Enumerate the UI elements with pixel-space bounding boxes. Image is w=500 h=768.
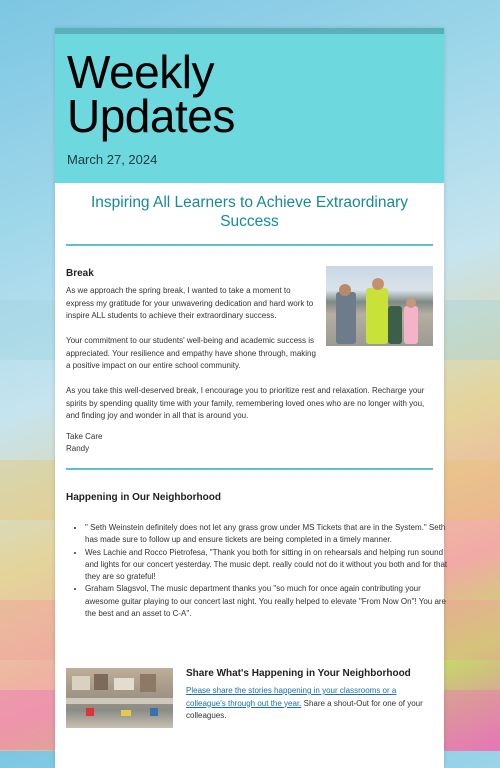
newsletter-card: [55, 28, 448, 768]
list-item: • Graham Slagsvol, The music department thanks you "so much for once again contributing your awesome guitar playing to our concert last night. You really helped to elevate "From Now On"! You are the best and an asset to C-A".: [85, 583, 453, 620]
neighborhood-photo: [66, 668, 173, 728]
break-para-2: Your commitment to our students' well-being and academic success is appreciated. Your resilience and empathy have shone through, making a positive impact on our entire school community.: [66, 336, 316, 370]
issue-date: March 27, 2024: [67, 152, 158, 167]
share-title: Share What's Happening in Your Neighborhood: [186, 668, 411, 679]
break-title: Break: [66, 268, 94, 279]
newsletter-title: [67, 46, 235, 142]
list-item: • " Seth Weinstein definitely does not let any grass grow under MS Tickets that are in the System." Seth has made sure to follow up and ensure tickets are being completed in a timely manner.: [85, 522, 453, 547]
title-line-2: Updates: [67, 90, 235, 142]
signoff-line-2: Randy: [66, 444, 90, 453]
neighborhood-section: [55, 470, 448, 668]
share-text: [186, 685, 436, 723]
break-para-1: As we approach the spring break, I wanted to take a moment to express my gratitude for your unwavering dedication and hard work to inspire ALL students to achieve their extraordinary success.: [66, 286, 314, 320]
break-photo: [326, 266, 433, 346]
signoff-line-1: Take Care: [66, 432, 103, 441]
break-para-3: As you take this well-deserved break, I encourage you to prioritize rest and relaxation. Recharge your spirits by spending quality time with your family, remembering loved ones who are no longer with you, and finding joy and wonder in all that is around you.: [66, 386, 425, 420]
share-rest-text: Share a shout-Out for one of your colleagues.: [186, 698, 423, 720]
list-item: • Wes Lachie and Rocco Pietrofesa, "Thank you both for sitting in on rehearsals and helping run sound and lights for our concert yesterday. The music dept. really could not do it without you both and for that they are so grateful!: [85, 547, 453, 584]
break-section: [55, 246, 444, 468]
share-stories-link[interactable]: Please share the stories happening in your classrooms or a colleague's through out the year.: [186, 686, 397, 708]
neighborhood-list: [66, 522, 453, 620]
newsletter-header: [55, 34, 444, 183]
share-section: [55, 668, 444, 748]
tagline: Inspiring All Learners to Achieve Extraordinary Success: [90, 194, 409, 230]
title-line-1: Weekly: [67, 46, 214, 98]
neighborhood-title: Happening in Our Neighborhood: [66, 492, 221, 503]
